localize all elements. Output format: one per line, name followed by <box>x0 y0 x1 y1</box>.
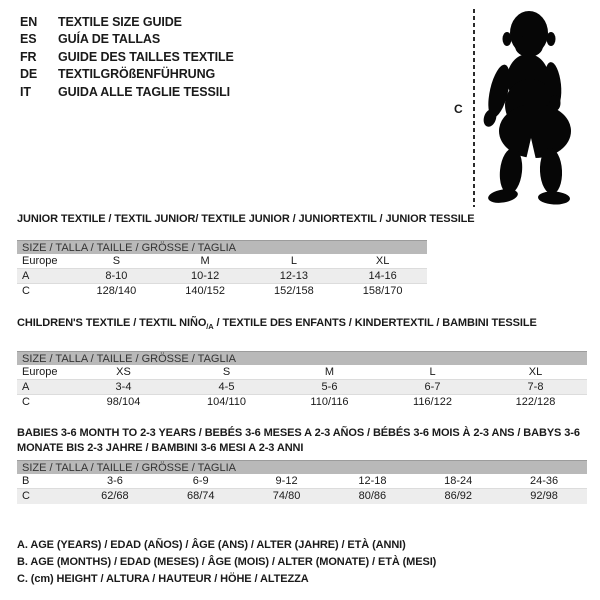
table-row <box>17 254 427 269</box>
size-header-bar: SIZE / TALLA / TAILLE / GRÖSSE / TAGLIA <box>17 460 587 474</box>
legend-footnotes <box>17 537 592 588</box>
size-cell: 152/158 <box>273 285 314 297</box>
size-cell: 6-9 <box>192 475 209 487</box>
size-table <box>17 351 587 410</box>
table-row <box>17 474 587 489</box>
size-cell: 12-18 <box>358 475 387 487</box>
size-cell: M <box>200 255 210 267</box>
row-label: B <box>22 475 30 487</box>
size-cell: 104/110 <box>207 396 246 409</box>
size-header-bar: SIZE / TALLA / TAILLE / GRÖSSE / TAGLIA <box>17 351 587 365</box>
size-cell: 98/104 <box>106 396 141 409</box>
size-cell: 3-4 <box>115 381 132 394</box>
babies-size-table-block <box>17 426 587 504</box>
size-table <box>17 460 587 504</box>
size-cell: 7-8 <box>527 381 544 394</box>
size-cell: 8-10 <box>105 270 128 282</box>
height-figure <box>440 0 600 215</box>
size-cell: 110/116 <box>310 396 349 409</box>
size-cell: 6-7 <box>424 381 441 394</box>
language-row <box>20 13 234 31</box>
table-title-text: CHILDREN'S TEXTILE / TEXTIL NIÑO <box>17 317 207 329</box>
size-cell: 116/122 <box>413 396 452 409</box>
size-cell: 5-6 <box>321 381 338 394</box>
size-cell: 24-36 <box>529 475 559 487</box>
size-cell: 10-12 <box>191 270 220 282</box>
junior-size-table-block <box>17 212 475 299</box>
table-title: JUNIOR TEXTILE / TEXTIL JUNIOR/ TEXTILE JUNIOR / JUNIORTEXTIL / JUNIOR TESSILE <box>17 213 475 225</box>
size-cell: S <box>222 366 231 379</box>
row-label: Europe <box>22 255 58 267</box>
footnote-line: B. AGE (MONTHS) / EDAD (MESES) / ÂGE (MOIS) / ALTER (MONATE) / ETÀ (MESI) <box>17 556 437 568</box>
footnote-line: A. AGE (YEARS) / EDAD (AÑOS) / ÂGE (ANS) / ALTER (JAHRE) / ETÀ (ANNI) <box>17 539 406 551</box>
height-label: C <box>454 102 463 116</box>
language-code: FR <box>20 49 37 64</box>
guide-title: TEXTILE SIZE GUIDE <box>58 14 182 29</box>
row-label: A <box>22 381 30 394</box>
table-row <box>17 489 587 504</box>
size-cell: 4-5 <box>218 381 235 394</box>
table-title-subscript: /A <box>206 322 214 332</box>
size-cell: L <box>290 255 297 267</box>
size-cell: 9-12 <box>275 475 298 487</box>
size-cell: M <box>324 366 335 379</box>
size-cell: XL <box>375 255 390 267</box>
language-row <box>20 31 234 49</box>
size-cell: XS <box>116 366 131 379</box>
size-cell: 128/140 <box>96 285 137 297</box>
size-cell: 140/152 <box>185 285 225 297</box>
table-row <box>17 380 587 395</box>
baby-silhouette-icon <box>479 6 579 206</box>
row-label: C <box>22 490 30 502</box>
size-cell: 92/98 <box>530 490 558 502</box>
size-header-bar: SIZE / TALLA / TAILLE / GRÖSSE / TAGLIA <box>17 240 427 254</box>
guide-title: GUIDE DES TAILLES TEXTILE <box>58 49 234 64</box>
language-row <box>20 83 234 101</box>
size-cell: L <box>429 366 436 379</box>
guide-title: GUÍA DE TALLAS <box>58 32 161 47</box>
size-cell: 74/80 <box>272 490 301 502</box>
height-measure-dashed-line <box>473 9 475 207</box>
children-size-table-block <box>17 316 587 410</box>
size-cell: 3-6 <box>106 475 123 487</box>
size-cell: 62/68 <box>101 490 129 502</box>
guide-title: TEXTILGRÖßENFÜHRUNG <box>58 67 216 82</box>
size-cell: 86/92 <box>444 490 472 502</box>
size-table <box>17 240 427 299</box>
table-row <box>17 269 427 284</box>
size-cell: S <box>112 255 121 267</box>
footnote-line: C. (cm) HEIGHT / ALTURA / HAUTEUR / HÖHE / ALTEZZA <box>17 573 309 585</box>
size-cell: XL <box>528 366 543 379</box>
row-label: A <box>22 270 30 282</box>
table-title-text: / TEXTILE DES ENFANTS / KINDERTEXTIL / BAMBINI TESSILE <box>213 317 537 329</box>
size-cell: 14-16 <box>368 270 397 282</box>
size-cell: 80/86 <box>358 490 387 502</box>
table-title: BABIES 3-6 MONTH TO 2-3 YEARS / BEBÉS 3-6 MESES A 2-3 AÑOS / BÉBÉS 3-6 MOIS À 2-3 ANS / BABYS 3-6 MONATE BIS 2-3 JAHRE / BAMBINI 3-6 MESI A 2-3 ANNI <box>17 427 580 454</box>
size-cell: 12-13 <box>279 270 308 282</box>
language-code: ES <box>20 32 37 47</box>
language-code: IT <box>20 84 31 99</box>
size-cell: 122/128 <box>515 396 556 409</box>
language-row <box>20 66 234 84</box>
table-title <box>17 316 592 334</box>
table-row <box>17 395 587 410</box>
row-label: C <box>22 285 30 297</box>
guide-title: GUIDA ALLE TAGLIE TESSILI <box>58 84 231 99</box>
language-code: EN <box>20 14 38 29</box>
table-row <box>17 284 427 299</box>
row-label: Europe <box>22 366 58 379</box>
table-row <box>17 365 587 380</box>
size-cell: 158/170 <box>362 285 403 297</box>
language-row <box>20 48 234 66</box>
size-cell: 18-24 <box>444 475 473 487</box>
size-cell: 68/74 <box>186 490 215 502</box>
language-code: DE <box>20 67 38 82</box>
row-label: C <box>22 396 30 409</box>
language-title-list <box>20 13 234 101</box>
